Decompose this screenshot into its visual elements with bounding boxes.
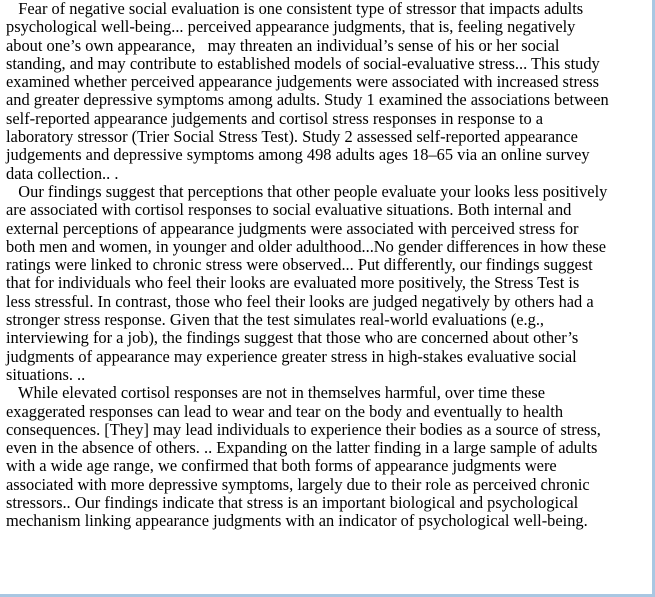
text-line: standing, and may contribute to established models of social-evaluative stress... This study xyxy=(6,53,600,73)
text-line: are associated with cortisol responses to social evaluative situations. Both internal and xyxy=(6,200,572,220)
text-line: that for individuals who feel their looks are evaluated more positively, the Stress Test is xyxy=(6,273,580,293)
text-line: Fear of negative social evaluation is one consistent type of stressor that impacts adults xyxy=(6,0,584,18)
text-line: laboratory stressor (Trier Social Stress Test). Study 2 assessed self-reported appearance xyxy=(6,127,578,147)
text-line: associated with more depressive symptoms, largely due to their role as perceived chronic xyxy=(6,474,590,494)
text-line: mechanism linking appearance judgments with an indicator of psychological well-being. xyxy=(6,511,588,531)
text-line: about one’s own appearance, may threaten an individual’s sense of his or her social xyxy=(6,35,560,55)
text-line: with a wide age range, we confirmed that both forms of appearance judgments were xyxy=(6,456,557,476)
text-line: external perceptions of appearance judgments were associated with perceived stress for xyxy=(6,218,579,238)
text-line: psychological well-being... perceived appearance judgments, that is, feeling negatively xyxy=(6,17,576,37)
text-line: interviewing for a job), the findings suggest that those who are concerned about other’s xyxy=(6,328,579,348)
text-line: consequences. [They] may lead individuals to experience their bodies as a source of stress, xyxy=(6,419,601,439)
text-line: and greater depressive symptoms among adults. Study 1 examined the associations between xyxy=(6,90,609,110)
text-line: exaggerated responses can lead to wear and tear on the body and eventually to health xyxy=(6,401,564,421)
text-line: examined whether perceived appearance judgements were associated with increased stress xyxy=(6,72,599,92)
text-line: even in the absence of others. .. Expanding on the latter finding in a large sample of adults xyxy=(6,438,598,458)
text-line: stressors.. Our findings indicate that stress is an important biological and psychological xyxy=(6,493,579,513)
text-line: data collection.. . xyxy=(6,163,119,183)
text-line: judgments of appearance may experience greater stress in high-stakes evaluative social xyxy=(6,346,577,366)
text-line: While elevated cortisol responses are not in themselves harmful, over time these xyxy=(6,383,546,403)
text-line: ratings were linked to chronic stress were observed... Put differently, our findings suggest xyxy=(6,255,593,275)
text-line: Our findings suggest that perceptions that other people evaluate your looks less positively xyxy=(6,181,608,201)
text-line: less stressful. In contrast, those who feel their looks are judged negatively by others had a xyxy=(6,291,594,311)
document-text xyxy=(6,0,652,531)
text-line: judgements and depressive symptoms among 498 adults ages 18–65 via an online survey xyxy=(6,145,590,165)
text-line: self-reported appearance judgements and cortisol stress responses in response to a xyxy=(6,108,544,128)
text-line: stronger stress response. Given that the test simulates real-world evaluations (e.g., xyxy=(6,310,545,330)
text-line: situations. .. xyxy=(6,364,86,384)
text-line: both men and women, in younger and older adulthood...No gender differences in how these xyxy=(6,236,607,256)
